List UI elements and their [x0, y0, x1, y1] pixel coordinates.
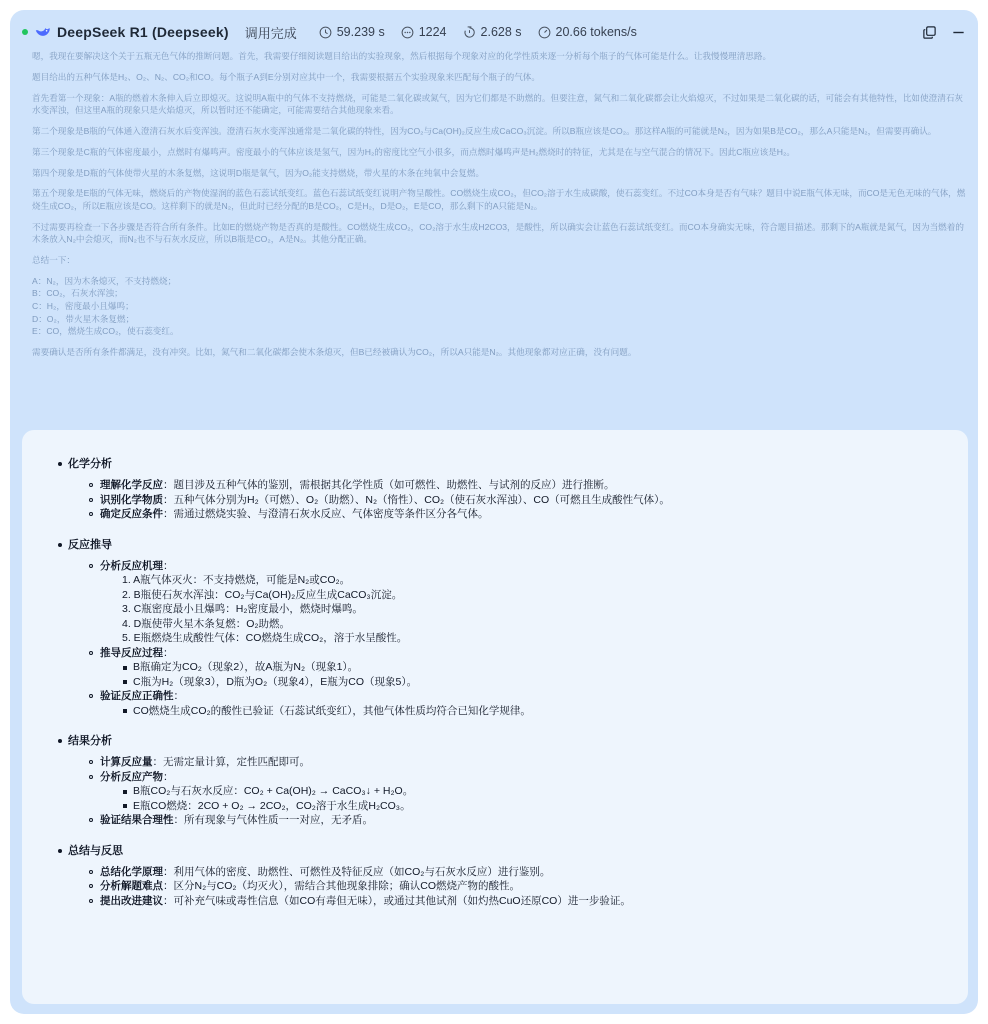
summary-line: B：CO₂，石灰水浑浊； [32, 288, 123, 299]
section-title: 反应推导 [68, 537, 968, 553]
bullet-item: B瓶CO₂与石灰水反应：CO₂ + Ca(OH)₂ → CaCO₃↓ + H₂O。 [133, 784, 968, 799]
summary-line: E：CO，燃烧生成CO₂，使石蕊变红。 [32, 326, 179, 337]
answer-content [22, 430, 968, 1004]
numbered-item: 5. E瓶燃烧生成酸性气体：CO燃烧生成CO₂，溶于水呈酸性。 [122, 632, 408, 644]
list-item: 计算反应量：无需定量计算，定性匹配即可。 [100, 755, 968, 770]
numbered-item: 3. C瓶密度最小且爆鸣：H₂密度最小，燃烧时爆鸣。 [122, 603, 363, 615]
bullet-item: C瓶为H₂（现象3），D瓶为O₂（现象4），E瓶为CO（现象5）。 [133, 675, 968, 690]
summary-line: D：O₂，带火星木条复燃； [32, 313, 135, 324]
speed-stat [538, 25, 637, 39]
list-item: 验证反应正确性： [100, 689, 968, 704]
list-item: 理解化学反应：题目涉及五种气体的鉴别，需根据其化学性质（如可燃性、助燃性、与试剂的反应）进行推断。 [100, 478, 968, 493]
reasoning-paragraph: 总结一下： [32, 255, 75, 266]
reasoning-paragraph: 题目给出的五种气体是H₂、O₂、N₂、CO₂和CO。每个瓶子A到E分别对应其中一个，我需要根据五个实验现象来匹配每个瓶子的气体。 [32, 71, 540, 82]
timer-icon [463, 26, 476, 39]
first-token-value: 2.628 s [480, 25, 522, 39]
bullet-item: E瓶CO燃烧：2CO + O₂ → 2CO₂，CO₂溶于水生成H₂CO₃。 [133, 799, 968, 814]
list-item: 总结化学原理：利用气体的密度、助燃性、可燃性及特征反应（如CO₂与石灰水反应）进行鉴别。 [100, 865, 968, 880]
summary-line: C：H₂，密度最小且爆鸣； [32, 301, 134, 311]
list-item: 分析反应机理： [100, 559, 968, 574]
reasoning-paragraph: 第二个现象是B瓶的气体通入澄清石灰水后变浑浊。澄清石灰水变浑浊通常是二氧化碳的特性，因为CO₂与Ca(OH)₂反应生成CaCO₃沉淀。所以B瓶应该是CO₂。那这样A瓶的可能就是N₂，因为如果B是CO₂，那么A只能是N₂，但需要再确认。 [32, 125, 937, 136]
minimize-icon[interactable] [951, 25, 966, 40]
reasoning-paragraph: 第五个现象是E瓶的气体无味，燃烧后的产物使湿润的蓝色石蕊试纸变红。蓝色石蕊试纸变红说明产物呈酸性。CO燃烧生成CO₂，但CO₂溶于水生成碳酸，使石蕊变红。不过CO本身是否有气味？题目中说E瓶气体无味，而CO是无色无味的气体，燃烧生成CO₂，所以E瓶应该是CO。这样剩下的就是N₂，但此时已经分配的B是CO₂，C是H₂，D是O₂，E是CO，那么剩下的A只能是N₂。 [32, 188, 966, 211]
section-reaction-derivation [68, 537, 968, 719]
numbered-item: 1. A瓶气体灭火：不支持燃烧，可能是N₂或CO₂。 [122, 574, 351, 586]
status-dot [22, 29, 28, 35]
list-item: 验证结果合理性：所有现象与气体性质一一对应，无矛盾。 [100, 813, 968, 828]
deepseek-logo-icon [35, 25, 51, 39]
message-header [22, 20, 966, 44]
speed-value: 20.66 tokens/s [555, 25, 637, 39]
tokens-value: 1224 [418, 25, 447, 39]
section-title: 化学分析 [68, 456, 968, 472]
tokens-stat [401, 25, 447, 39]
chat-message-panel [10, 10, 978, 1014]
list-item: 分析反应产物： [100, 770, 968, 785]
section-title: 总结与反思 [68, 843, 968, 859]
list-item: 确定反应条件：需通过燃烧实验、与澄清石灰水反应、气体密度等条件区分各气体。 [100, 507, 968, 522]
reasoning-paragraph: 不过需要再检查一下各步骤是否符合所有条件。比如E的燃烧产物是否真的是酸性。CO燃烧生成CO₂，CO₂溶于水生成H2CO3，是酸性，所以确实会让蓝色石蕊试纸变红。而CO本身确实无味，符合题目描述。那剩下的A瓶就是氮气，因为当燃着的木条放入N₂中会熄灭，而N₂也不与石灰水反应，所以B瓶是CO₂，A是N₂。其他分配正确。 [32, 221, 964, 245]
copy-icon[interactable] [922, 25, 937, 40]
speed-gauge-icon [538, 26, 551, 39]
reasoning-summary-list [32, 275, 967, 338]
duration-stat [319, 25, 385, 39]
section-summary-reflection [68, 843, 968, 909]
bullet-item: CO燃烧生成CO₂的酸性已验证（石蕊试纸变红），其他气体性质均符合已知化学规律。 [133, 704, 968, 719]
first-token-stat [463, 25, 522, 39]
list-item: 识别化学物质：五种气体分别为H₂（可燃）、O₂（助燃）、N₂（惰性）、CO₂（使石灰水浑浊）、CO（可燃且生成酸性气体）。 [100, 493, 968, 508]
numbered-item: 2. B瓶使石灰水浑浊：CO₂与Ca(OH)₂反应生成CaCO₃沉淀。 [122, 588, 403, 601]
numbered-item: 4. D瓶使带火星木条复燃：O₂助燃。 [122, 617, 290, 630]
list-item: 提出改进建议：可补充气味或毒性信息（如CO有毒但无味），或通过其他试剂（如灼热CuO还原CO）进一步验证。 [100, 894, 968, 909]
duration-value: 59.239 s [336, 25, 385, 39]
reasoning-paragraph: 需要确认是否所有条件都满足，没有冲突。比如，氮气和二氧化碳都会使木条熄灭，但B已经被确认为CO₂，所以A只能是N₂。其他现象都对应正确，没有问题。 [32, 346, 637, 357]
clock-icon [319, 26, 332, 39]
list-item: 分析解题难点：区分N₂与CO₂（均灭火），需结合其他现象排除；确认CO燃烧产物的酸性。 [100, 879, 968, 894]
section-chemical-analysis [68, 456, 968, 522]
call-status: 调用完成 [244, 25, 297, 41]
reasoning-content [32, 50, 967, 367]
section-title: 结果分析 [68, 733, 968, 749]
summary-line: A：N₂，因为木条熄灭，不支持燃烧； [32, 275, 177, 286]
reasoning-paragraph: 首先看第一个现象：A瓶的燃着木条伸入后立即熄灭。这说明A瓶中的气体不支持燃烧，可能是二氧化碳或氮气，因为它们都是不助燃的。但要注意，氮气和二氧化碳都会让火焰熄灭，不过如果是二氧化碳的话，可能会有其他特性，比如使澄清石灰水变浑浊，但这里A瓶的现象只是火焰熄灭，所以暂时还不能确定，可能需要结合其他现象来看。 [32, 92, 964, 116]
model-name: DeepSeek R1 (Deepseek) [57, 24, 229, 40]
reasoning-paragraph: 第三个现象是C瓶的气体密度最小，点燃时有爆鸣声。密度最小的气体应该是氢气，因为H₂的密度比空气小很多，而点燃时爆鸣声是H₂燃烧时的特征，尤其是在与空气混合的情况下。因此C瓶应该是H₂。 [32, 146, 795, 157]
list-item: 推导反应过程： [100, 646, 968, 661]
reasoning-paragraph: 嗯，我现在要解决这个关于五瓶无色气体的推断问题。首先，我需要仔细阅读题目给出的实验现象，然后根据每个现象对应的化学性质来逐一分析每个瓶子的气体可能是什么。让我慢慢理清思路。 [32, 51, 772, 61]
reasoning-paragraph: 第四个现象是D瓶的气体使带火星的木条复燃，这说明D瓶是氧气，因为O₂能支持燃烧，带火星的木条在纯氧中会复燃。 [32, 167, 485, 178]
token-icon [401, 26, 414, 39]
section-result-analysis [68, 733, 968, 828]
bullet-item: B瓶确定为CO₂（现象2），故A瓶为N₂（现象1）。 [133, 660, 968, 675]
